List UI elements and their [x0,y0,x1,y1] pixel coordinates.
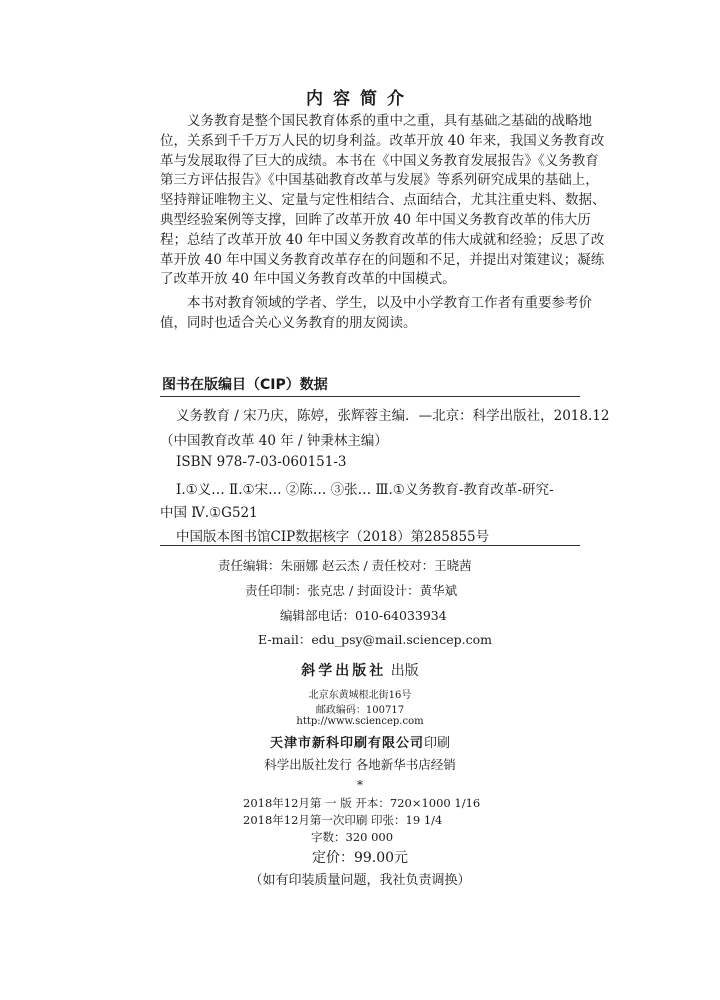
publisher-website: http://www.sciencep.com [296,716,424,727]
cip-classification-1: Ⅰ.①义… Ⅱ.①宋… ②陈… ③张… Ⅲ.①义务教育-教育改革-研究- [176,482,554,498]
intro-line: 第三方评估报告》《中国基础教育改革与发展》等系列研究成果的基础上， [160,172,599,189]
intro-line: 本书对教育领域的学者、学生，以及中小学教育工作者有重要参考价 [187,295,592,311]
intro-line: 程；总结了改革开放 40 年中国义务教育改革的伟大成就和经验；反思了改 [160,231,605,248]
intro-line: 位，关系到千千万万人民的切身利益。改革开放 40 年来，我国义务教育改 [160,132,605,149]
intro-line: 革与发展取得了巨大的成绩。本书在《中国义务教育发展报告》《义务教育 [160,152,599,169]
printer-suffix: 印刷 [424,736,451,751]
intro-line: 了改革开放 40 年中国义务教育改革的中国模式。 [160,271,456,288]
printer-line [0,732,720,751]
printer-name: 天津市新科印刷有限公司 [269,736,424,751]
intro-paragraph-2 [160,294,592,334]
word-count: 字数：320 000 [311,830,394,844]
intro-paragraph-1 [160,112,606,290]
intro-line: 典型经验案例等支撑，回眸了改革开放 40 年中国义务教育改革的伟大历 [160,211,591,228]
intro-line: 坚持辩证唯物主义、定量与定性相结合、点面结合，尤其注重史料、数据、 [160,192,606,209]
intro-line: 值，同时也适合关心义务教育的朋友阅读。 [160,314,417,331]
cip-core-number: 中国版本图书馆CIP数据核字（2018）第285855号 [176,529,490,545]
quality-notice: （如有印装质量问题，我社负责调换） [249,873,471,888]
page-title: 内容简介 [306,89,414,109]
cip-series-line: （中国教育改革 40 年 / 钟秉林主编） [160,433,388,449]
cip-title-line: 义务教育 / 宋乃庆，陈婷，张辉蓉主编．—北京：科学出版社，2018.12 [176,408,610,424]
publisher-postcode: 邮政编码：100717 [315,705,405,716]
price: 定价：99.00元 [311,850,409,866]
cip-heading: 图书在版编目（CIP）数据 [162,377,328,393]
cip-classification-2: 中国 Ⅳ.①G521 [160,505,258,521]
intro-line: 革开放 40 年中国义务教育改革存在的问题和不足，并提出对策建议；凝练 [160,251,605,268]
separator-star: * [356,777,364,792]
divider [160,545,580,546]
intro-line: 义务教育是整个国民教育体系的重中之重，具有基础之基础的战略地 [187,113,592,129]
edition-info: 2018年12月第 一 版 开本：720×1000 1/16 [243,796,481,810]
editorial-phone: 编辑部电话：010-64033934 [280,608,447,623]
publisher-address: 北京东黄城根北街16号 [308,690,412,701]
production-credits: 责任印制：张克忠 / 封面设计：黄华斌 [245,583,458,598]
editor-credits: 责任编辑：朱丽娜 赵云杰 / 责任校对：王晓茜 [218,558,472,573]
publisher-name: 斜学出版社 [301,663,387,679]
distribution-info: 科学出版社发行 各地新华书店经销 [264,757,456,772]
printing-info: 2018年12月第一次印刷 印张：19 1/4 [243,813,443,827]
editorial-email: E-mail：edu_psy@mail.sciencep.com [258,632,492,647]
cip-isbn: ISBN 978-7-03-060151-3 [176,454,347,470]
publisher-line [0,660,720,680]
divider [160,396,580,397]
publisher-suffix: 出版 [390,663,419,679]
